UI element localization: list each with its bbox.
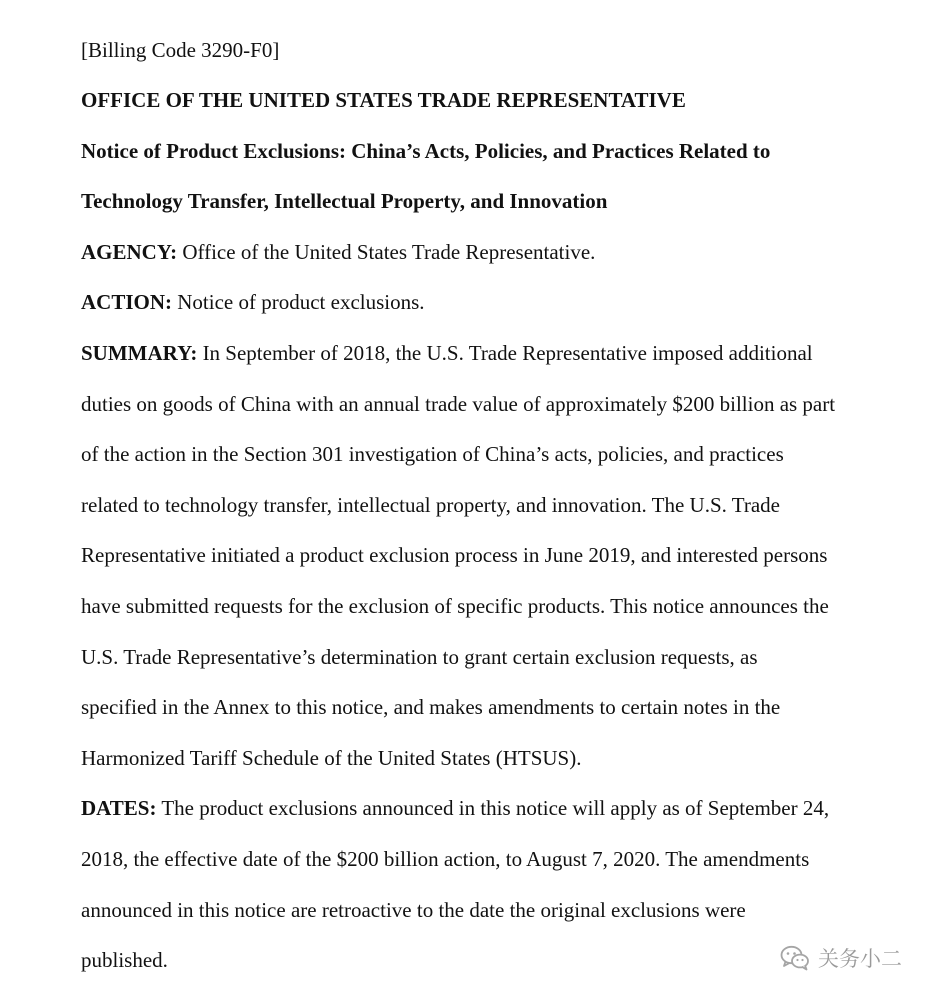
wechat-icon [780,945,810,971]
agency-label: AGENCY: [81,240,178,264]
watermark [780,941,902,975]
summary-line: have submitted requests for the exclusion of specific products. This notice announces the [81,594,829,618]
summary-line: Harmonized Tariff Schedule of the United States (HTSUS). [81,746,582,770]
notice-title-line: Technology Transfer, Intellectual Property, and Innovation [81,189,608,213]
watermark-text: 关务小二 [818,947,902,971]
summary-line [81,340,813,366]
summary-line: duties on goods of China with an annual trade value of approximately $200 billion as part [81,392,836,416]
office-heading: OFFICE OF THE UNITED STATES TRADE REPRESENTATIVE [81,88,686,112]
agency-text: Office of the United States Trade Representative. [177,240,596,264]
dates-line [81,795,829,821]
summary-label: SUMMARY: [81,341,198,365]
summary-line: U.S. Trade Representative’s determination to grant certain exclusion requests, as [81,645,758,669]
dates-line: announced in this notice are retroactive to the date the original exclusions were [81,898,746,922]
dates-line: published. [81,948,168,972]
billing-code: [Billing Code 3290-F0] [81,38,280,62]
action-line [81,289,425,315]
dates-text: The product exclusions announced in this notice will apply as of September 24, [156,796,830,820]
dates-label: DATES: [81,796,157,820]
summary-line: Representative initiated a product exclusion process in June 2019, and interested persons [81,543,828,567]
summary-line: specified in the Annex to this notice, and makes amendments to certain notes in the [81,695,781,719]
agency-line [81,239,595,265]
summary-line: of the action in the Section 301 investigation of China’s acts, policies, and practices [81,442,784,466]
dates-line: 2018, the effective date of the $200 billion action, to August 7, 2020. The amendments [81,847,810,871]
summary-line: related to technology transfer, intellectual property, and innovation. The U.S. Trade [81,493,780,517]
action-label: ACTION: [81,290,173,314]
action-text: Notice of product exclusions. [172,290,425,314]
summary-text: In September of 2018, the U.S. Trade Representative imposed additional [197,341,813,365]
notice-title-line: Notice of Product Exclusions: China’s Acts, Policies, and Practices Related to [81,139,771,163]
